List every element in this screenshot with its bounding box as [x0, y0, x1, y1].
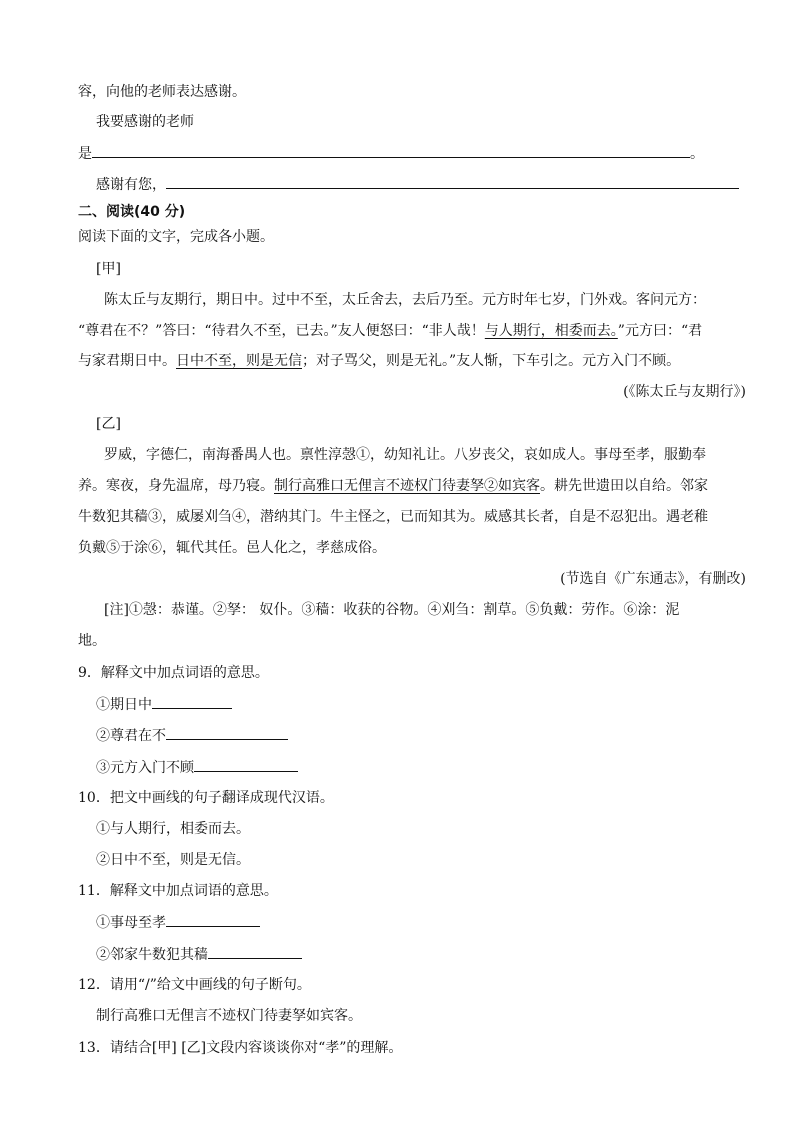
passage-text: “尊君在不？”答曰：“待君久不至，已去。”友人便怒曰：“非人哉！ — [78, 323, 485, 339]
question-9-item-c — [96, 757, 298, 778]
question-10-item-b: ②日中不至，则是无信。 — [96, 852, 250, 868]
passage-jia-line-3 — [78, 351, 680, 371]
question-11-item-b — [96, 944, 302, 965]
thank-teacher-prompt: 我要感谢的老师 — [96, 114, 194, 130]
intro-end-line: 容，向他的老师表达感谢。 — [78, 84, 246, 100]
underlined-sentence-2: 日中不至，则是无信 — [176, 353, 302, 369]
teacher-blank[interactable] — [92, 143, 690, 158]
answer-blank[interactable] — [166, 912, 260, 927]
question-9-title: 9．解释文中加点词语的意思。 — [78, 665, 269, 681]
passage-text: ”元方曰：“君 — [617, 323, 703, 339]
answer-blank[interactable] — [152, 694, 232, 709]
passage-text: 与家君期日中。 — [78, 353, 176, 369]
answer-blank[interactable] — [194, 757, 298, 772]
thanks-blank[interactable] — [166, 174, 739, 189]
item-text: ①期日中 — [96, 697, 152, 713]
passage-yi-source: (节选自《广东通志》，有删改) — [560, 571, 746, 587]
period-mark: 。 — [690, 146, 704, 162]
answer-blank[interactable] — [166, 725, 288, 740]
question-13-title: 13．请结合[甲] [乙]文段内容谈谈你对“孝”的理解。 — [78, 1040, 403, 1056]
passage-text: ；对子骂父，则是无礼。”友人惭，下车引之。元方入门不顾。 — [302, 353, 681, 369]
answer-line-thanks — [96, 174, 739, 195]
answer-line-teacher — [78, 143, 704, 164]
passage-jia-line-2 — [78, 321, 702, 341]
question-9-item-a — [96, 694, 232, 715]
question-12-sentence: 制行高雅口无俚言不迹权门待妻孥如宾客。 — [96, 1008, 362, 1024]
question-9-item-b — [96, 725, 288, 746]
passage-jia-line-1: 陈太丘与友期行，期日中。过中不至，太丘舍去，去后乃至。元方时年七岁，门外戏。客问元方： — [104, 292, 706, 308]
item-text: ③元方入门不顾 — [96, 760, 194, 776]
item-text: ②邻家牛数犯其穑 — [96, 947, 208, 963]
passage-yi-line-4: 负戴⑤于涂⑥，辄代其任。邑人化之，孝慈成俗。 — [78, 540, 386, 556]
passage-yi-label: [乙] — [96, 416, 121, 432]
item-text: ①事母至孝 — [96, 915, 166, 931]
question-10-title: 10．把文中画线的句子翻译成现代汉语。 — [78, 790, 334, 806]
answer-blank[interactable] — [208, 944, 302, 959]
shi-label: 是 — [78, 146, 92, 162]
passage-jia-label: [甲] — [96, 261, 121, 277]
question-11-item-a — [96, 912, 260, 933]
notes-line-2: 地。 — [78, 633, 106, 649]
section-title: 二、阅读(40 分) — [78, 204, 186, 220]
underlined-sentence-1: 与人期行，相委而去。 — [484, 323, 618, 339]
item-text: ②尊君在不 — [96, 728, 166, 744]
passage-yi-line-2 — [78, 476, 708, 496]
question-10-item-a: ①与人期行，相委而去。 — [96, 821, 250, 837]
question-12-title: 12．请用“/”给文中画线的句子断句。 — [78, 977, 311, 993]
thank-you-label: 感谢有您， — [96, 177, 166, 193]
passage-text: 。耕先世遗田以自给。邻家 — [540, 478, 708, 494]
notes-line-1: [注]①愨：恭谨。②孥： 奴仆。③穑：收获的谷物。④刈刍：割草。⑤负戴：劳作。⑥涂：泥 — [104, 602, 680, 618]
passage-text: 养。寒夜，身先温席，母乃寝。 — [78, 478, 274, 494]
underlined-sentence-3: 制行高雅口无俚言不迹权门待妻孥②如宾客 — [274, 478, 540, 494]
reading-instruction: 阅读下面的文字，完成各小题。 — [78, 229, 274, 245]
passage-yi-line-1: 罗威，字德仁，南海番禺人也。禀性淳愨①，幼知礼让。八岁丧父，哀如成人。事母至孝，服勤奉 — [104, 447, 706, 463]
passage-jia-source: (《陈太丘与友期行》) — [623, 384, 746, 400]
question-11-title: 11．解释文中加点词语的意思。 — [78, 883, 278, 899]
passage-yi-line-3: 牛数犯其穑③，威屡刈刍④，潜纳其门。牛主怪之，已而知其为。威感其长者，自是不忍犯出。遇老稚 — [78, 509, 708, 525]
